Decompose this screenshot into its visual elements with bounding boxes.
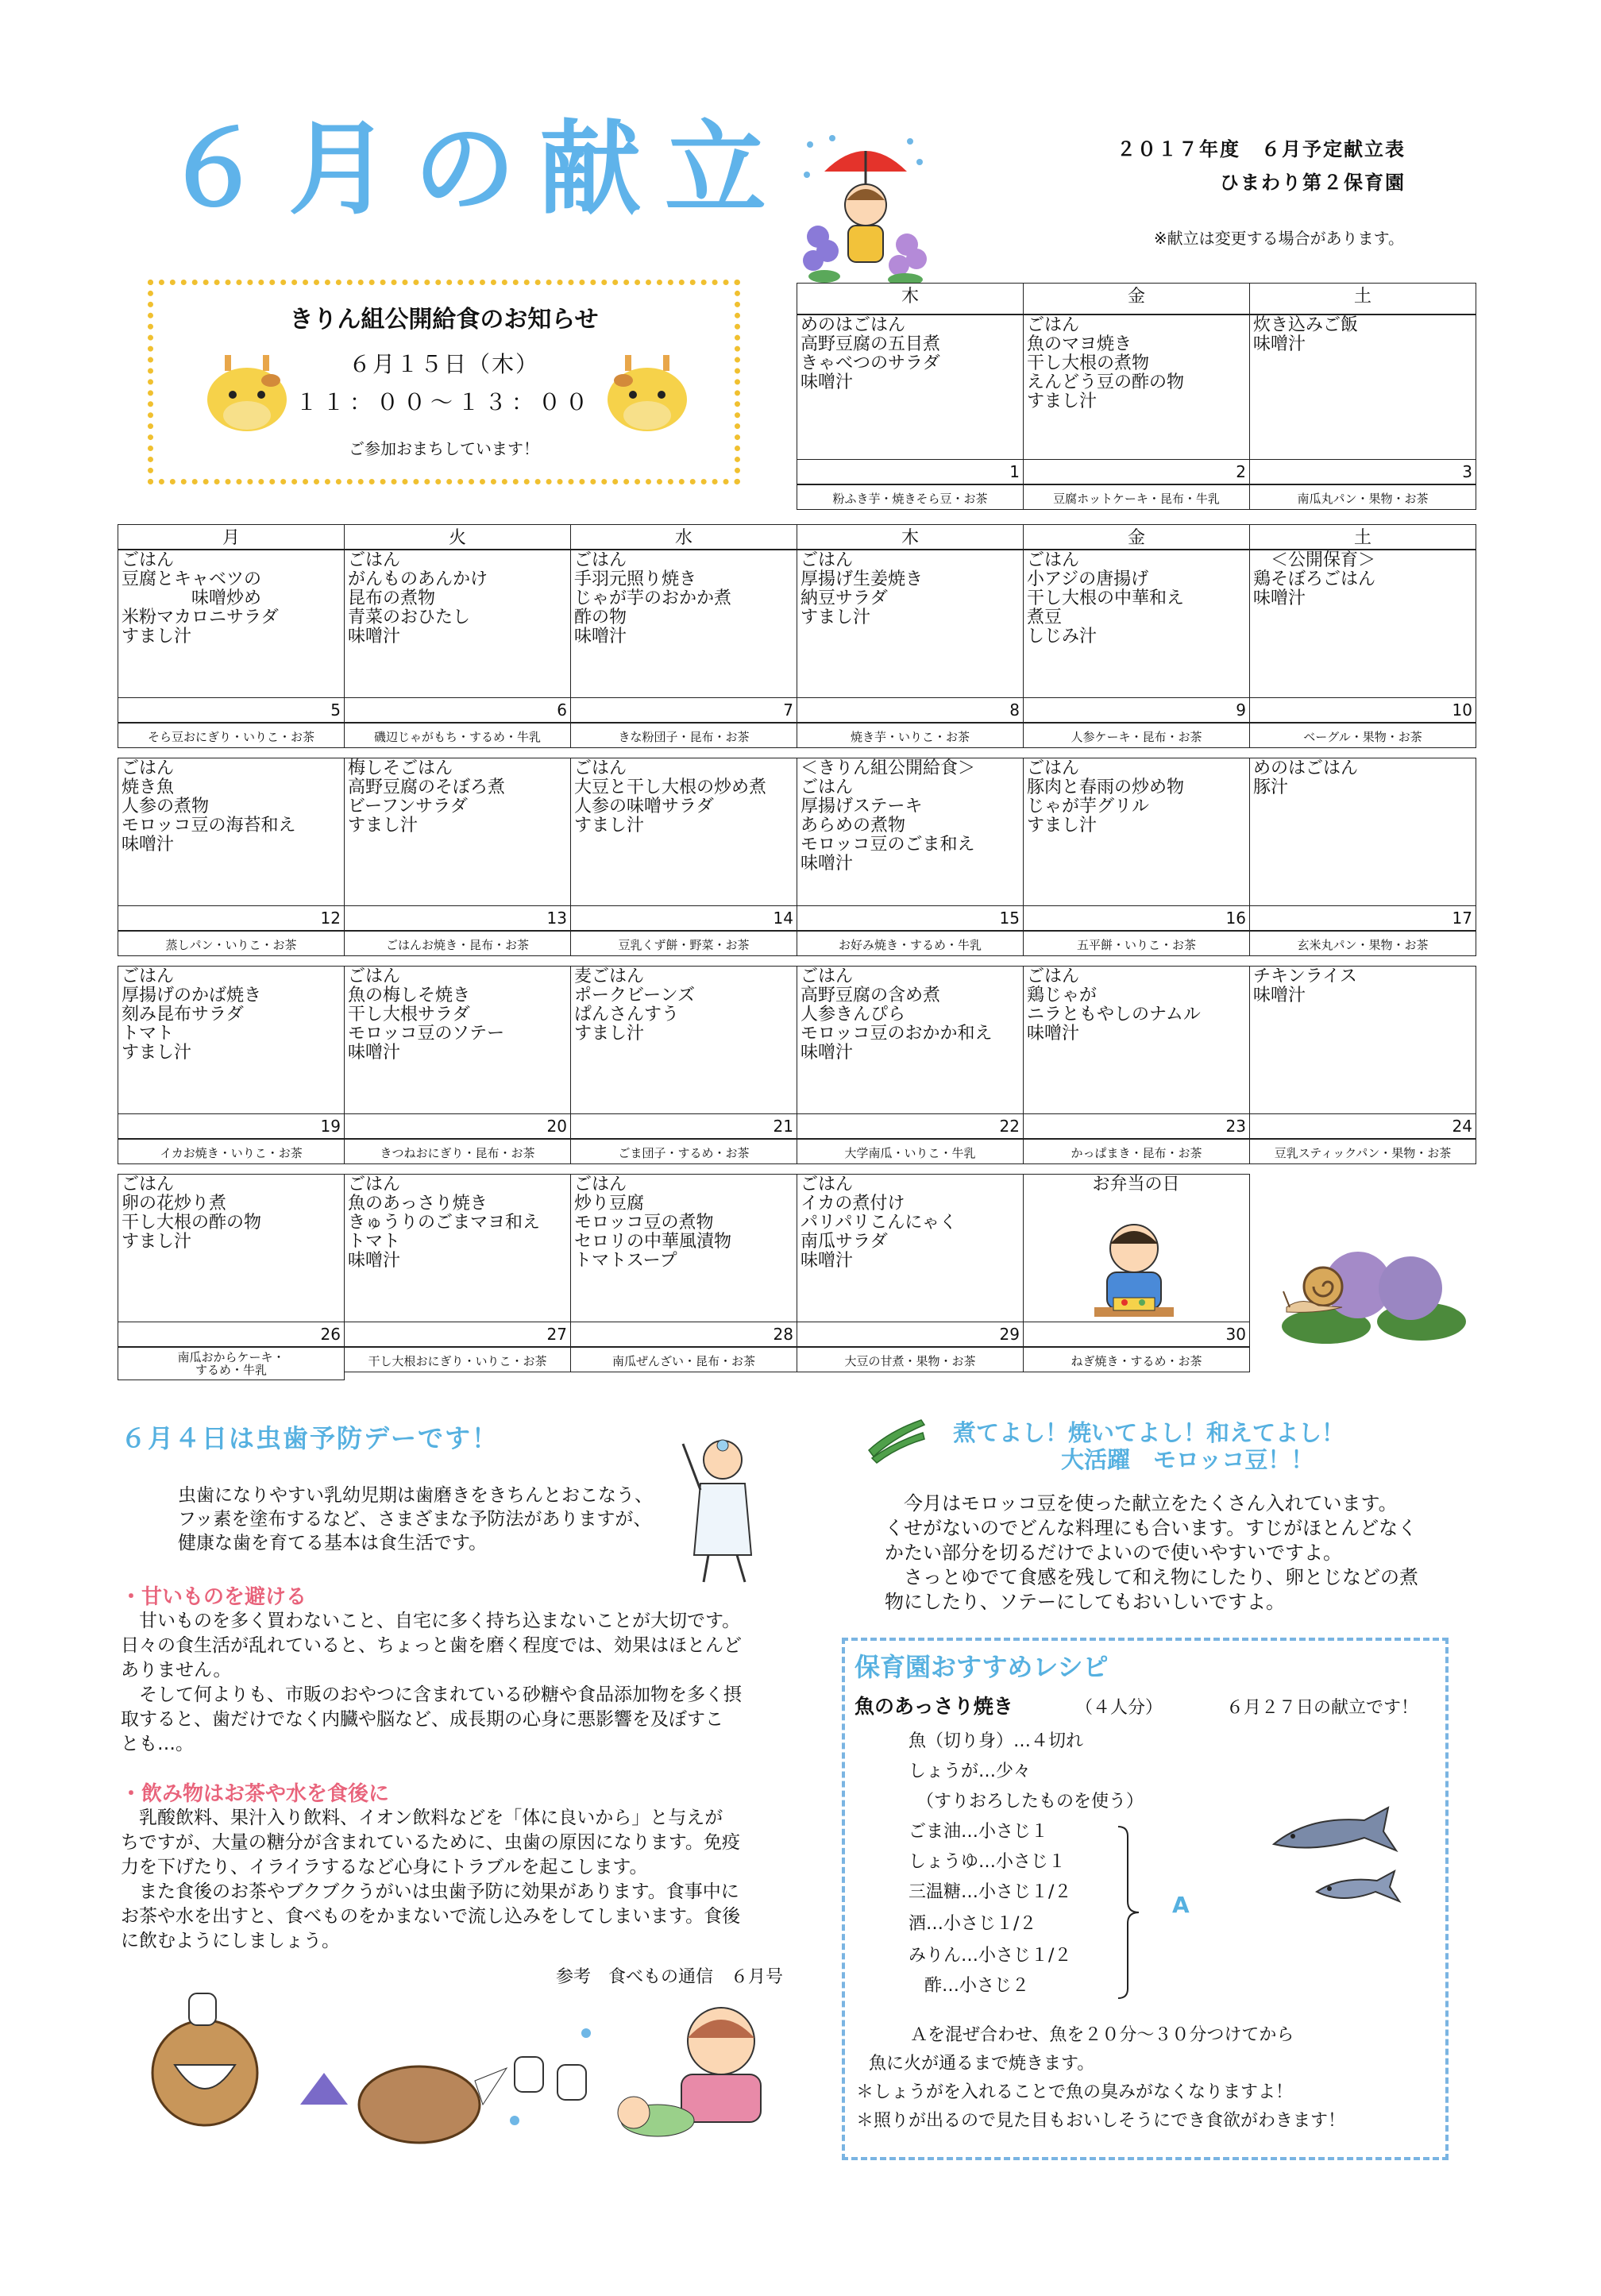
recipe-date-note: ６月２７日の献立です！ (1226, 1698, 1419, 1718)
menu-text: 麦ごはん ポークビーンズ ぱんさんすう すまし汁 (574, 967, 696, 1044)
sauce-sugar: 三温糖…小さじ１/２ (909, 1882, 1072, 1902)
ingredient-fish: 魚（切り身）…４切れ (909, 1731, 1084, 1751)
sauce-mirin: みりん…小さじ１/２ (909, 1946, 1072, 1966)
day-number: 10 (1452, 700, 1472, 720)
snack-text: 豆乳スティックパン・果物・お茶 (1249, 1139, 1476, 1164)
recipe-tip-1: ＊しょうがを入れることで魚の臭みがなくなりますよ！ (856, 2082, 1294, 2102)
menu-text: 梅しそごはん 高野豆腐のそぼろ煮 ビーフンサラダ すまし汁 (348, 758, 506, 835)
cavity-reference: 参考 食べもの通信 ６月号 (556, 1967, 784, 1987)
day-number: 24 (1452, 1117, 1472, 1136)
notice-title: きりん組公開給食のお知らせ (289, 306, 599, 334)
menu-text: めのはごはん 豚汁 (1253, 758, 1359, 797)
cavity-intro: 虫歯になりやすい乳幼児期は歯磨きをきちんとおこなう、 フッ素を塗布するなど、さまざまな予防法がありますが、 健康な歯を育てる基本は食生活です。 (178, 1485, 653, 1553)
day-number: 13 (546, 909, 567, 928)
cell-divider (118, 697, 345, 698)
day-number: 21 (773, 1117, 793, 1136)
cell-divider (797, 1113, 1024, 1114)
day-number: 7 (783, 700, 793, 720)
menu-text: ごはん 豆腐とキャベツの 味噌炒め 米粉マカロニサラダ すまし汁 (122, 550, 279, 646)
recipe-step-2: 魚に火が通るまで焼きます。 (869, 2054, 1095, 2074)
snack-text: 南瓜ぜんざい・昆布・お茶 (570, 1347, 797, 1372)
recipe-dish: 魚のあっさり焼き (855, 1695, 1013, 1718)
day-number: 27 (546, 1325, 567, 1344)
bento-boy-illustration (1086, 1215, 1182, 1328)
menu-text: ごはん 高野豆腐の含め煮 人参きんぴら モロッコ豆のおかか和え 味噌汁 (800, 967, 993, 1063)
year-line: ２０１７年度 ６月予定献立表 (1117, 138, 1406, 160)
menu-text: チキンライス 味噌汁 (1253, 967, 1357, 1005)
menu-calendar (118, 283, 1477, 1403)
snack-text: 南瓜おからケーキ・ するめ・牛乳 (118, 1347, 345, 1380)
day-number: 2 (1236, 462, 1246, 481)
menu-text: ごはん イカの煮付け パリパリこんにゃく 南瓜サラダ 味噌汁 (800, 1175, 957, 1271)
weekday-header: 金 (1023, 524, 1250, 550)
snack-text: 磯辺じゃがもち・するめ・牛乳 (344, 723, 571, 748)
change-note: ※献立は変更する場合があります。 (1153, 229, 1404, 248)
day-number: 28 (773, 1325, 793, 1344)
fish-illustration (1269, 1796, 1409, 1916)
snack-text: 粉ふき芋・焼きそら豆・お茶 (797, 484, 1024, 510)
cell-divider (797, 697, 1024, 698)
day-number: 8 (1009, 700, 1020, 720)
menu-text: ごはん 大豆と干し大根の炒め煮 人参の味噌サラダ すまし汁 (574, 758, 767, 835)
day-number: 17 (1452, 909, 1472, 928)
snack-text: 蒸しパン・いりこ・お茶 (118, 931, 345, 956)
moroccan-body: 今月はモロッコ豆を使った献立をたくさん入れています。 くせがないのでどんな料理にも合います。すじがほとんどなく かたい部分を切るだけでよいので使いやすいですよ。 さっとゆでて食感を残して和え物にしたり、卵とじなどの煮 物にしたり、ソテーにしてもおいしいですよ。 (884, 1492, 1418, 1613)
cell-divider (797, 905, 1024, 906)
moroccan-title-2: 大活躍 モロッコ豆！！ (1061, 1446, 1314, 1473)
weekday-header: 月 (118, 524, 345, 550)
menu-text: ごはん 魚のあっさり焼き きゅうりのごまマヨ和え トマト 味噌汁 (348, 1175, 541, 1271)
snack-text: 焼き芋・いりこ・お茶 (797, 723, 1024, 748)
menu-text: ごはん 魚のマヨ焼き 干し大根の煮物 えんどう豆の酢の物 すまし汁 (1027, 315, 1185, 411)
page-title: ６月の献立 (163, 110, 791, 229)
cell-divider (1249, 459, 1476, 460)
recipe-servings: （４人分） (1075, 1698, 1163, 1718)
cell-divider (1249, 905, 1476, 906)
menu-text: ＜公開保育＞ 鶏そぼろごはん 味噌汁 (1253, 550, 1376, 608)
girl-umbrella-illustration (800, 133, 929, 289)
weekday-header: 土 (1249, 283, 1476, 314)
weekday-header: 金 (1023, 283, 1250, 314)
snack-text: ベーグル・果物・お茶 (1249, 723, 1476, 748)
snack-text: 豆腐ホットケーキ・昆布・牛乳 (1023, 484, 1250, 510)
teeth-kids-illustration (141, 1985, 805, 2152)
cavity-heading-1: ・甘いものを避ける (121, 1585, 307, 1609)
snack-text: きつねおにぎり・昆布・お茶 (344, 1139, 571, 1164)
notice-date: ６月１５日（木） (348, 351, 539, 377)
snack-text: 五平餅・いりこ・お茶 (1023, 931, 1250, 956)
menu-text: ごはん 焼き魚 人参の煮物 モロッコ豆の海苔和え 味噌汁 (122, 758, 296, 855)
menu-text: ごはん 小アジの唐揚げ 干し大根の中華和え 煮豆 しじみ汁 (1027, 550, 1185, 646)
ingredient-ginger-note: （すりおろしたものを使う） (916, 1792, 1144, 1812)
day-number: 15 (999, 909, 1020, 928)
notice-time: １１：００〜１３：００ (295, 389, 592, 415)
menu-text: ごはん 卵の花炒り煮 干し大根の酢の物 すまし汁 (122, 1175, 262, 1252)
cavity-paragraph-1: 甘いものを多く買わないこと、自宅に多く持ち込まないことが大切です。 日々の食生活が乱れていると、ちょっと歯を磨く程度では、効果はほとんど ありません。 そして何よりも、市販のおやつに含まれている砂糖や食品添加物を多く摂 取すると、歯だけでなく内臓や脳など、成長期の心身に悪影響を及ぼすこ とも…。 (121, 1611, 742, 1754)
snack-text: 豆乳くず餅・野菜・お茶 (570, 931, 797, 956)
day-number: 20 (546, 1117, 567, 1136)
snack-text: 南瓜丸パン・果物・お茶 (1249, 484, 1476, 510)
weekday-header: 火 (344, 524, 571, 550)
weekday-header: 木 (797, 283, 1024, 314)
cell-divider (1023, 905, 1250, 906)
menu-text: めのはごはん 高野豆腐の五目煮 きゃべつのサラダ 味噌汁 (800, 315, 941, 392)
moroccan-title-1: 煮てよし！焼いてよし！和えてよし！ (953, 1419, 1345, 1446)
cell-divider (344, 905, 571, 906)
menu-text: ごはん 鶏じゃが ニラともやしのナムル 味噌汁 (1027, 967, 1201, 1044)
cell-divider (1249, 697, 1476, 698)
ingredient-ginger: しょうが…少々 (909, 1762, 1032, 1781)
snack-text: きな粉団子・昆布・お茶 (570, 723, 797, 748)
snack-text: 大学南瓜・いりこ・牛乳 (797, 1139, 1024, 1164)
cavity-heading-2: ・飲み物はお茶や水を食後に (121, 1782, 390, 1806)
snack-text: 大豆の甘煮・果物・お茶 (797, 1347, 1024, 1372)
sauce-vinegar: 酢…小さじ２ (924, 1976, 1030, 1996)
sauce-bracket (1115, 1825, 1147, 2000)
cell-divider (1023, 1113, 1250, 1114)
school-name: ひまわり第２保育園 (1220, 172, 1406, 194)
menu-text: ＜きりん組公開給食＞ ごはん 厚揚げステーキ あらめの煮物 モロッコ豆のごま和え 味噌汁 (800, 758, 976, 874)
menu-text: ごはん 手羽元照り焼き じゃが芋のおかか煮 酢の物 味噌汁 (574, 550, 732, 646)
menu-text: ごはん がんものあんかけ 昆布の煮物 青菜のおひたし 味噌汁 (348, 550, 488, 646)
menu-text: ごはん 厚揚げのかば焼き 刻み昆布サラダ トマト すまし汁 (122, 967, 262, 1063)
day-number: 1 (1009, 462, 1020, 481)
day-number: 23 (1225, 1117, 1246, 1136)
cell-divider (1023, 697, 1250, 698)
snack-text: かっぱまき・昆布・お茶 (1023, 1139, 1250, 1164)
snack-text: 人参ケーキ・昆布・お茶 (1023, 723, 1250, 748)
menu-text: 炊き込みご飯 味噌汁 (1253, 315, 1359, 354)
snack-text: お好み焼き・するめ・牛乳 (797, 931, 1024, 956)
menu-text: お弁当の日 (1092, 1175, 1180, 1194)
sauce-label: A (1172, 1892, 1190, 1918)
cell-divider (344, 697, 571, 698)
sauce-sesame-oil: ごま油…小さじ１ (909, 1822, 1049, 1842)
snack-text: イカお焼き・いりこ・お茶 (118, 1139, 345, 1164)
cell-divider (797, 459, 1024, 460)
day-number: 12 (320, 909, 341, 928)
snack-text: ねぎ焼き・するめ・お茶 (1023, 1347, 1250, 1372)
notice-message: ご参加おまちしています！ (349, 439, 539, 458)
day-number: 16 (1225, 909, 1246, 928)
snack-text: ごま団子・するめ・お茶 (570, 1139, 797, 1164)
snack-text: 干し大根おにぎり・いりこ・お茶 (344, 1347, 571, 1372)
day-number: 3 (1462, 462, 1472, 481)
cell-divider (570, 1113, 797, 1114)
cell-divider (1023, 459, 1250, 460)
snail-hydrangea-illustration (1271, 1239, 1466, 1347)
day-number: 9 (1236, 700, 1246, 720)
menu-text: ごはん 豚肉と春雨の炒め物 じゃが芋グリル すまし汁 (1027, 758, 1185, 835)
weekday-header: 木 (797, 524, 1024, 550)
day-number: 14 (773, 909, 793, 928)
day-number: 19 (320, 1117, 341, 1136)
menu-text: ごはん 厚揚げ生姜焼き 納豆サラダ すまし汁 (800, 550, 924, 627)
green-bean-icon (866, 1415, 928, 1464)
recipe-tip-2: ＊照りが出るので見た目もおいしそうにでき食欲がわきます！ (856, 2111, 1346, 2131)
sauce-soy: しょうゆ…小さじ１ (909, 1852, 1067, 1872)
cavity-title: ６月４日は虫歯予防デーです！ (121, 1423, 500, 1453)
recipe-title: 保育園おすすめレシピ (855, 1652, 1109, 1682)
cell-divider (1249, 1113, 1476, 1114)
sauce-sake: 酒…小さじ１/２ (909, 1914, 1037, 1934)
day-number: 22 (999, 1117, 1020, 1136)
dentist-illustration (677, 1428, 770, 1587)
recipe-box (842, 1638, 1449, 2160)
recipe-step-1: Ａを混ぜ合わせ、魚を２０分〜３０分つけてから (893, 2025, 1294, 2045)
day-number: 6 (557, 700, 567, 720)
cell-divider (118, 1113, 345, 1114)
snack-text: ごはんお焼き・昆布・お茶 (344, 931, 571, 956)
cell-divider (118, 905, 345, 906)
weekday-header: 土 (1249, 524, 1476, 550)
snack-text: そら豆おにぎり・いりこ・お茶 (118, 723, 345, 748)
menu-text: ごはん 炒り豆腐 モロッコ豆の煮物 セロリの中華風漬物 トマトスープ (574, 1175, 732, 1271)
day-number: 30 (1225, 1325, 1246, 1344)
snack-text: 玄米丸パン・果物・お茶 (1249, 931, 1476, 956)
cell-divider (570, 697, 797, 698)
cell-divider (344, 1113, 571, 1114)
weekday-header: 水 (570, 524, 797, 550)
day-number: 26 (320, 1325, 341, 1344)
cavity-paragraph-2: 乳酸飲料、果汁入り飲料、イオン飲料などを「体に良いから」と与えが ちですが、大量の糖分が含まれているために、虫歯の原因になります。免疫 力を下げたり、イライラするなど心身にトラブルを起こします。 また食後のお茶やブクブクうがいは虫歯予防に効果があります。食事中に お茶や水を出すと、食べものをかまないで流し込みをしてしまいます。食後 に飲むようにしましょう。 (121, 1808, 741, 1951)
cell-divider (570, 905, 797, 906)
day-number: 5 (330, 700, 341, 720)
day-number: 29 (999, 1325, 1020, 1344)
menu-text: ごはん 魚の梅しそ焼き 干し大根サラダ モロッコ豆のソテー 味噌汁 (348, 967, 505, 1063)
